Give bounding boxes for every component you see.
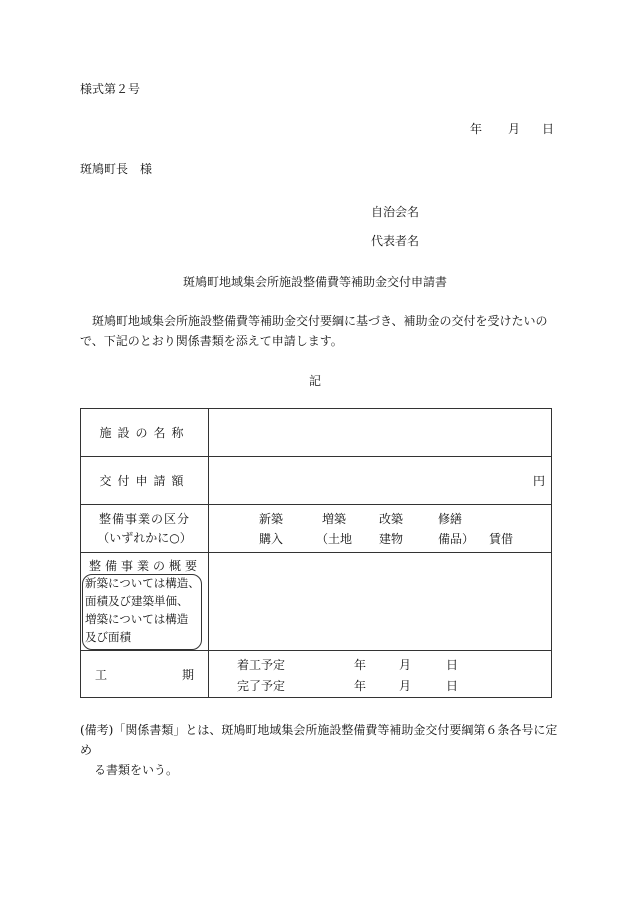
- period-label-cell: [81, 651, 209, 698]
- overview-note: 及び面積: [85, 630, 131, 644]
- overview-note: 面積及び建築単価、: [85, 594, 189, 608]
- overview-note: 新築については構造、: [85, 576, 200, 590]
- association-name-label: 自治会名: [371, 205, 420, 219]
- end-year: 年: [354, 679, 367, 693]
- table-row: [81, 457, 552, 505]
- facility-name-field[interactable]: [209, 409, 552, 457]
- body-text: [80, 311, 560, 351]
- category-option[interactable]: 賃借: [489, 532, 514, 546]
- representative-name-label: 代表者名: [371, 234, 420, 248]
- form-number: 様式第２号: [80, 82, 141, 96]
- remarks-note: [80, 720, 560, 780]
- table-row: [81, 409, 552, 457]
- overview-label-cell: [81, 553, 209, 651]
- end-month: 月: [399, 679, 412, 693]
- ki-heading: 記: [308, 374, 321, 388]
- category-option[interactable]: （土地: [316, 532, 353, 546]
- start-day: 日: [446, 658, 459, 672]
- date-line: [470, 120, 554, 137]
- facility-name-label: 施設の名称: [81, 409, 209, 457]
- category-hint: （いずれかに○）: [97, 530, 192, 545]
- start-label: 着工予定: [237, 658, 286, 672]
- end-day: 日: [446, 679, 459, 693]
- application-amount-label: 交付申請額: [81, 457, 209, 505]
- category-label-cell: [81, 505, 209, 553]
- yen-unit: 円: [532, 474, 545, 488]
- remarks-line-1: (備考)「関係書類」とは、斑鳩町地域集会所施設整備費等補助金交付要綱第６条各号に定め: [80, 723, 558, 757]
- body-paragraph: 斑鳩町地域集会所施設整備費等補助金交付要綱に基づき、補助金の交付を受けたいので、下記のとおり関係書類を添えて申請します。: [80, 314, 548, 348]
- category-option[interactable]: 増築: [322, 512, 347, 526]
- category-option[interactable]: 新築: [259, 512, 284, 526]
- start-year: 年: [354, 658, 367, 672]
- start-month: 月: [399, 658, 412, 672]
- table-row: [81, 651, 552, 698]
- category-option[interactable]: 備品）: [438, 532, 475, 546]
- end-label: 完了予定: [237, 679, 286, 693]
- date-year: 年: [470, 122, 483, 136]
- table-row: [81, 553, 552, 651]
- category-options-cell: [209, 505, 552, 553]
- remarks-line-2: る書類をいう。: [94, 763, 179, 777]
- period-label-1: 工: [95, 668, 108, 682]
- overview-label: 整備事業の概要: [89, 559, 202, 573]
- addressee: 斑鳩町長 様: [80, 162, 153, 176]
- category-option[interactable]: 改築: [379, 512, 404, 526]
- table-row: [81, 505, 552, 553]
- category-option[interactable]: 修繕: [438, 512, 463, 526]
- application-amount-field[interactable]: [209, 457, 552, 505]
- document-title: 斑鳩町地域集会所施設整備費等補助金交付申請書: [182, 275, 447, 289]
- date-month: 月: [508, 122, 521, 136]
- period-cell: [209, 651, 552, 698]
- category-option[interactable]: 建物: [379, 532, 404, 546]
- category-option[interactable]: 購入: [259, 532, 284, 546]
- category-label: 整備事業の区分: [98, 511, 190, 526]
- date-day: 日: [542, 122, 555, 136]
- application-table: [80, 408, 552, 698]
- overview-note: 増築については構造: [85, 612, 189, 626]
- period-label-2: 期: [182, 668, 195, 682]
- overview-field[interactable]: [209, 553, 552, 651]
